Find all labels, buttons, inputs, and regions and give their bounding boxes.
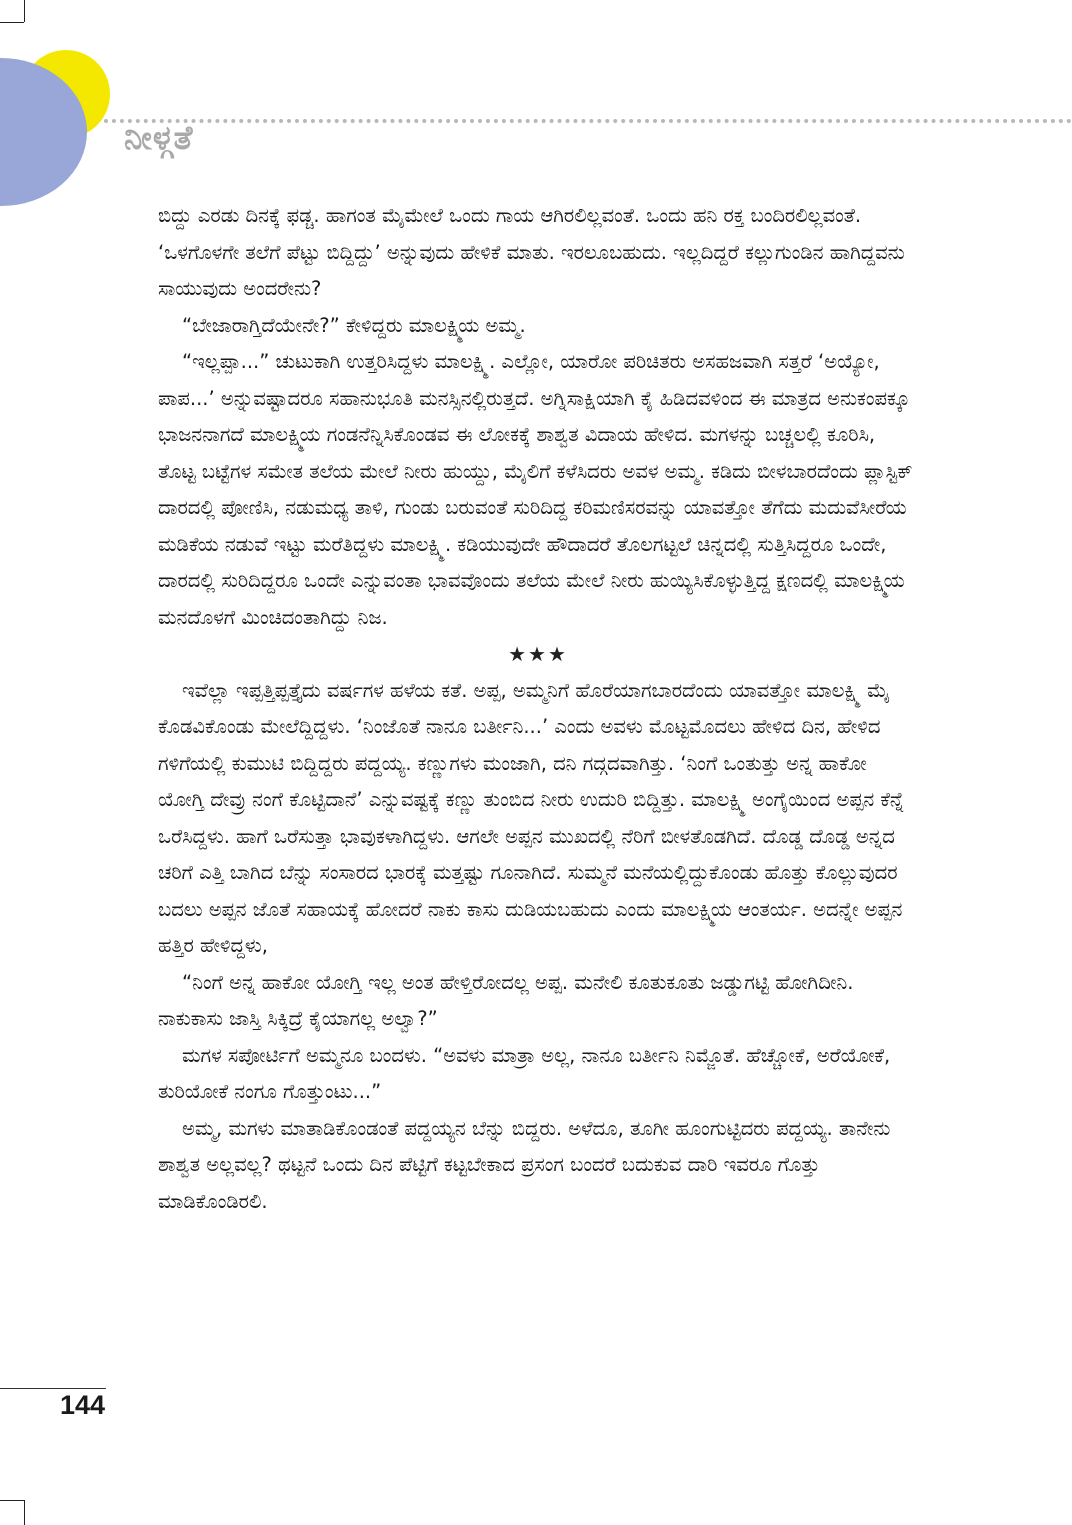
paragraph: “ಇಲ್ಲಪ್ಪಾ...” ಚುಟುಕಾಗಿ ಉತ್ತರಿಸಿದ್ದಳು ಮಾಲಕ್ಷ್ಮಿ. ಎಲ್ಲೋ, ಯಾರೋ ಪರಿಚಿತರು ಅಸಹಜವಾಗಿ ಸತ್ತರೆ ‘ಅಯ್ಯೋ, ಪಾಪ...’ ಅನ್ನುವಷ್ಟಾದರೂ ಸಹಾನುಭೂತಿ ಮನಸ್ಸಿನಲ್ಲಿರುತ್ತದೆ. ಅಗ್ನಿಸಾಕ್ಷಿಯಾಗಿ ಕೈ ಹಿಡಿದವಳಿಂದ ಈ ಮಾತ್ರದ ಅನುಕಂಪಕ್ಕೂ ಭಾಜನನಾಗದೆ ಮಾಲಕ್ಷ್ಮಿಯ ಗಂಡನೆನ್ನಿಸಿಕೊಂಡವ ಈ ಲೋಕಕ್ಕೆ ಶಾಶ್ವತ ವಿದಾಯ ಹೇಳಿದ. ಮಗಳನ್ನು ಬಚ್ಚಲಲ್ಲಿ ಕೂರಿಸಿ, ತೊಟ್ಟ ಬಟ್ಟೆಗಳ ಸಮೇತ ತಲೆಯ ಮೇಲೆ ನೀರು ಹುಯ್ದು, ಮೈಲಿಗೆ ಕಳೆಸಿದರು ಅವಳ ಅಮ್ಮ. ಕಡಿದು ಬೀಳಬಾರದೆಂದು ಪ್ಲಾಸ್ಟಿಕ್ ದಾರದಲ್ಲಿ ಪೋಣಿಸಿ, ನಡುಮಧ್ಯ ತಾಳಿ, ಗುಂಡು ಬರುವಂತೆ ಸುರಿದಿದ್ದ ಕರಿಮಣಿಸರವನ್ನು ಯಾವತ್ತೋ ತೆಗೆದು ಮದುವೆಸೀರೆಯ ಮಡಿಕೆಯ ನಡುವೆ ಇಟ್ಟು ಮರೆತಿದ್ದಳು ಮಾಲಕ್ಷ್ಮಿ. ಕಡಿಯುವುದೇ ಹೌದಾದರೆ ತೊಲಗಟ್ಟಲೆ ಚಿನ್ನದಲ್ಲಿ ಸುತ್ತಿಸಿದ್ದರೂ ಒಂದೇ, ದಾರದಲ್ಲಿ ಸುರಿದಿದ್ದರೂ ಒಂದೇ ಎನ್ನುವಂತಾ ಭಾವವೊಂದು ತಲೆಯ ಮೇಲೆ ನೀರು ಹುಯ್ಯಿಸಿಕೊಳ್ಳುತ್ತಿದ್ದ ಕ್ಷಣದಲ್ಲಿ ಮಾಲಕ್ಷ್ಮಿಯ ಮನದೊಳಗೆ ಮಿಂಚಿದಂತಾಗಿದ್ದು ನಿಜ. (158, 350, 913, 629)
paragraph: ಬಿದ್ದು ಎರಡು ದಿನಕ್ಕೆ ಫಡ್ಚ. ಹಾಗಂತ ಮೈಮೇಲೆ ಒಂದು ಗಾಯ ಆಗಿರಲಿಲ್ಲವಂತೆ. ಒಂದು ಹನಿ ರಕ್ತ ಬಂದಿರಲಿಲ್ಲವಂತೆ. ‘ಒಳಗೊಳಗೇ ತಲೆಗೆ ಪೆಟ್ಟು ಬಿದ್ದಿದ್ದು’ ಅನ್ನುವುದು ಹೇಳಿಕೆ ಮಾತು. ಇರಲೂಬಹುದು. ಇಲ್ಲದಿದ್ದರೆ ಕಲ್ಲುಗುಂಡಿನ ಹಾಗಿದ್ದವನು ಸಾಯುವುದು ಅಂದರೇನು? (158, 204, 905, 300)
paragraph: ಇವೆಲ್ಲಾ ಇಪ್ಪತ್ತಿಪ್ಪತ್ತೈದು ವರ್ಷಗಳ ಹಳೆಯ ಕತೆ. ಅಪ್ಪ, ಅಮ್ಮನಿಗೆ ಹೊರೆಯಾಗಬಾರದೆಂದು ಯಾವತ್ತೋ ಮಾಲಕ್ಷ್ಮಿ ಮೈ ಕೊಡವಿಕೊಂಡು ಮೇಲೆದ್ದಿದ್ದಳು. ‘ನಿಂಜೊತೆ ನಾನೂ ಬರ್ತೀನಿ...’ ಎಂದು ಅವಳು ಮೊಟ್ಟಮೊದಲು ಹೇಳಿದ ದಿನ, ಹೇಳಿದ ಗಳಿಗೆಯಲ್ಲಿ ಕುಮುಟಿ ಬಿದ್ದಿದ್ದರು ಪದ್ದಯ್ಯ. ಕಣ್ಣುಗಳು ಮಂಜಾಗಿ, ದನಿ ಗದ್ಗದವಾಗಿತ್ತು. ‘ನಿಂಗೆ ಒಂತುತ್ತು ಅನ್ನ ಹಾಕೋ ಯೋಗ್ತಿ ದೇವ್ರು ನಂಗೆ ಕೊಟ್ಟಿದಾನೆ’ ಎನ್ನುವಷ್ಟಕ್ಕೆ ಕಣ್ಣು ತುಂಬಿದ ನೀರು ಉದುರಿ ಬಿದ್ದಿತ್ತು. ಮಾಲಕ್ಷ್ಮಿ ಅಂಗೈಯಿಂದ ಅಪ್ಪನ ಕೆನ್ನೆ ಒರೆಸಿದ್ದಳು. ಹಾಗೆ ಒರೆಸುತ್ತಾ ಭಾವುಕಳಾಗಿದ್ದಳು. ಆಗಲೇ ಅಪ್ಪನ ಮುಖದಲ್ಲಿ ನೆರಿಗೆ ಬೀಳತೊಡಗಿದೆ. ದೊಡ್ಡ ದೊಡ್ಡ ಅನ್ನದ ಚರಿಗೆ ಎತ್ತಿ ಬಾಗಿದ ಬೆನ್ನು ಸಂಸಾರದ ಭಾರಕ್ಕೆ ಮತ್ತಷ್ಟು ಗೂನಾಗಿದೆ. ಸುಮ್ಮನೆ ಮನೆಯಲ್ಲಿದ್ದುಕೊಂಡು ಹೊತ್ತು ಕೊಲ್ಲುವುದರ ಬದಲು ಅಪ್ಪನ ಜೊತೆ ಸಹಾಯಕ್ಕೆ ಹೋದರೆ ನಾಕು ಕಾಸು ದುಡಿಯಬಹುದು ಎಂದು ಮಾಲಕ್ಷ್ಮಿಯ ಆಂತರ್ಯ. ಅದನ್ನೇ ಅಪ್ಪನ ಹತ್ತಿರ ಹೇಳಿದ್ದಳು, (158, 678, 905, 957)
story-body (158, 198, 918, 1220)
crop-mark-top-left-vertical (24, 0, 25, 22)
page-number: 144 (60, 1390, 106, 1420)
header-dotted-rule (104, 119, 1072, 123)
crop-mark-bottom-left-horizontal (0, 1500, 24, 1501)
crop-mark-top-left-horizontal (0, 22, 24, 23)
crop-mark-bottom-left-vertical (24, 1500, 25, 1525)
footer-rule (0, 1388, 106, 1389)
section-separator: ★★★ (508, 642, 568, 666)
paragraph: ಅಮ್ಮ, ಮಗಳು ಮಾತಾಡಿಕೊಂಡಂತೆ ಪದ್ದಯ್ಯನ ಬೆನ್ನು ಬಿದ್ದರು. ಅಳೆದೂ, ತೂಗೀ ಹೂಂಗುಟ್ಟಿದರು ಪದ್ದಯ್ಯ. ತಾನೇನು ಶಾಶ್ವತ ಅಲ್ಲವಲ್ಲ? ಥಟ್ಟನೆ ಒಂದು ದಿನ ಪೆಟ್ಟಿಗೆ ಕಟ್ಟಬೇಕಾದ ಪ್ರಸಂಗ ಬಂದರೆ ಬದುಕುವ ದಾರಿ ಇವರೂ ಗೊತ್ತು ಮಾಡಿಕೊಂಡಿರಲಿ. (158, 1116, 891, 1213)
section-title: ನೀಳ್ಗತೆ (124, 118, 194, 157)
paragraph: “ನಿಂಗೆ ಅನ್ನ ಹಾಕೋ ಯೋಗ್ತಿ ಇಲ್ಲ ಅಂತ ಹೇಳ್ತಿರೋದಲ್ಲ ಅಪ್ಪ. ಮನೇಲಿ ಕೂತುಕೂತು ಜಡ್ಡುಗಟ್ಟಿ ಹೋಗಿದೀನಿ. ನಾಕುಕಾಸು ಜಾಸ್ತಿ ಸಿಕ್ಕಿದ್ರೆ ಕೈಯಾಗಲ್ಲ ಅಲ್ವಾ?” (158, 970, 854, 1030)
paragraph: “ಬೇಜಾರಾಗ್ತಿದೆಯೇನೇ?” ಕೇಳಿದ್ದರು ಮಾಲಕ್ಷ್ಮಿಯ ಅಮ್ಮ. (182, 313, 526, 337)
paragraph: ಮಗಳ ಸಪೋರ್ಟಿಗೆ ಅಮ್ಮನೂ ಬಂದಳು. “ಅವಳು ಮಾತ್ರಾ ಅಲ್ಲ, ನಾನೂ ಬರ್ತೀನಿ ನಿಮ್ಜೊತೆ. ಹೆಚ್ಚೋಕೆ, ಅರೆಯೋಕೆ, ತುರಿಯೋಕೆ ನಂಗೂ ಗೊತ್ತುಂಟು...” (158, 1043, 891, 1103)
